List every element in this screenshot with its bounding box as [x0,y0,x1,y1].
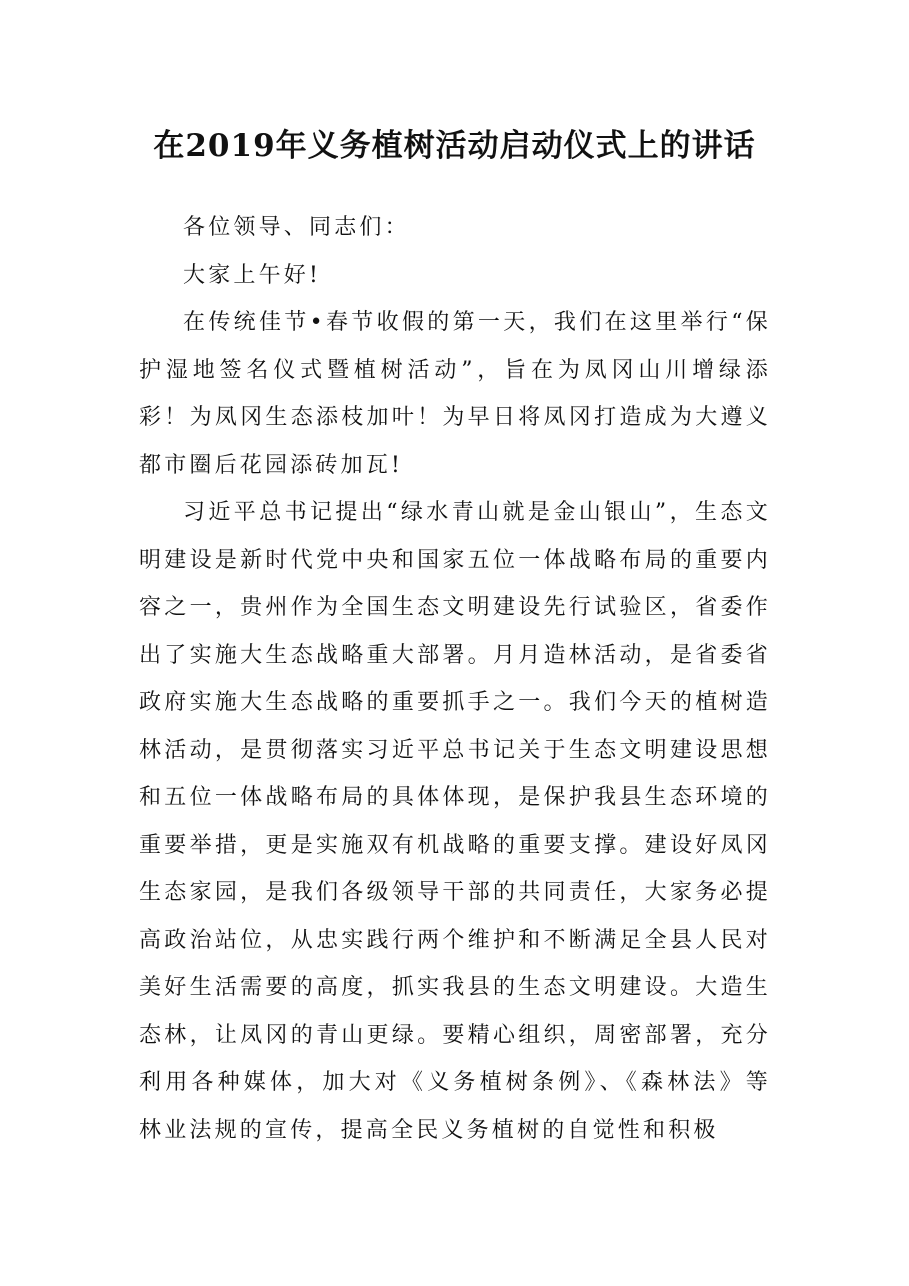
greeting-paragraph: 大家上午好! [183,262,322,288]
opening-paragraph: 在传统佳节•春节收假的第一天，我们在这里举行“保护湿地签名仪式暨植树活动”，旨在为凤冈山川增绿添彩！为凤冈生态添枝加叶！为早日将凤冈打造成为大遵义都市圈后花园添砖加瓦! [139,310,771,478]
salutation-paragraph: 各位领导、同志们： [183,215,410,240]
body-paragraph: 习近平总书记提出“绿水青山就是金山银山”，生态文明建设是新时代党中央和国家五位一体战略布局的重要内容之一，贵州作为全国生态文明建设先行试验区，省委作出了实施大生态战略重大部署。月月造林活动，是省委省政府实施大生态战略的重要抓手之一。我们今天的植树造林活动，是贯彻落实习近平总书记关于生态文明建设思想和五位一体战略布局的具体体现，是保护我县生态环境的重要举措，更是实施双有机战略的重要支撑。建设好凤冈生态家园，是我们各级领导干部的共同责任，大家务必提高政治站位，从忠实践行两个维护和不断满足全县人民对美好生活需要的高度，抓实我县的生态文明建设。大造生态林，让凤冈的青山更绿。要精心组织，周密部署，充分利用各种媒体，加大对《义务植树条例》、《森林法》等林业法规的宣传，提高全民义务植树的自觉性和积极 [139,500,771,1143]
document-title: 在2019年义务植树活动启动仪式上的讲话 [153,128,756,164]
document-body [139,204,771,1154]
